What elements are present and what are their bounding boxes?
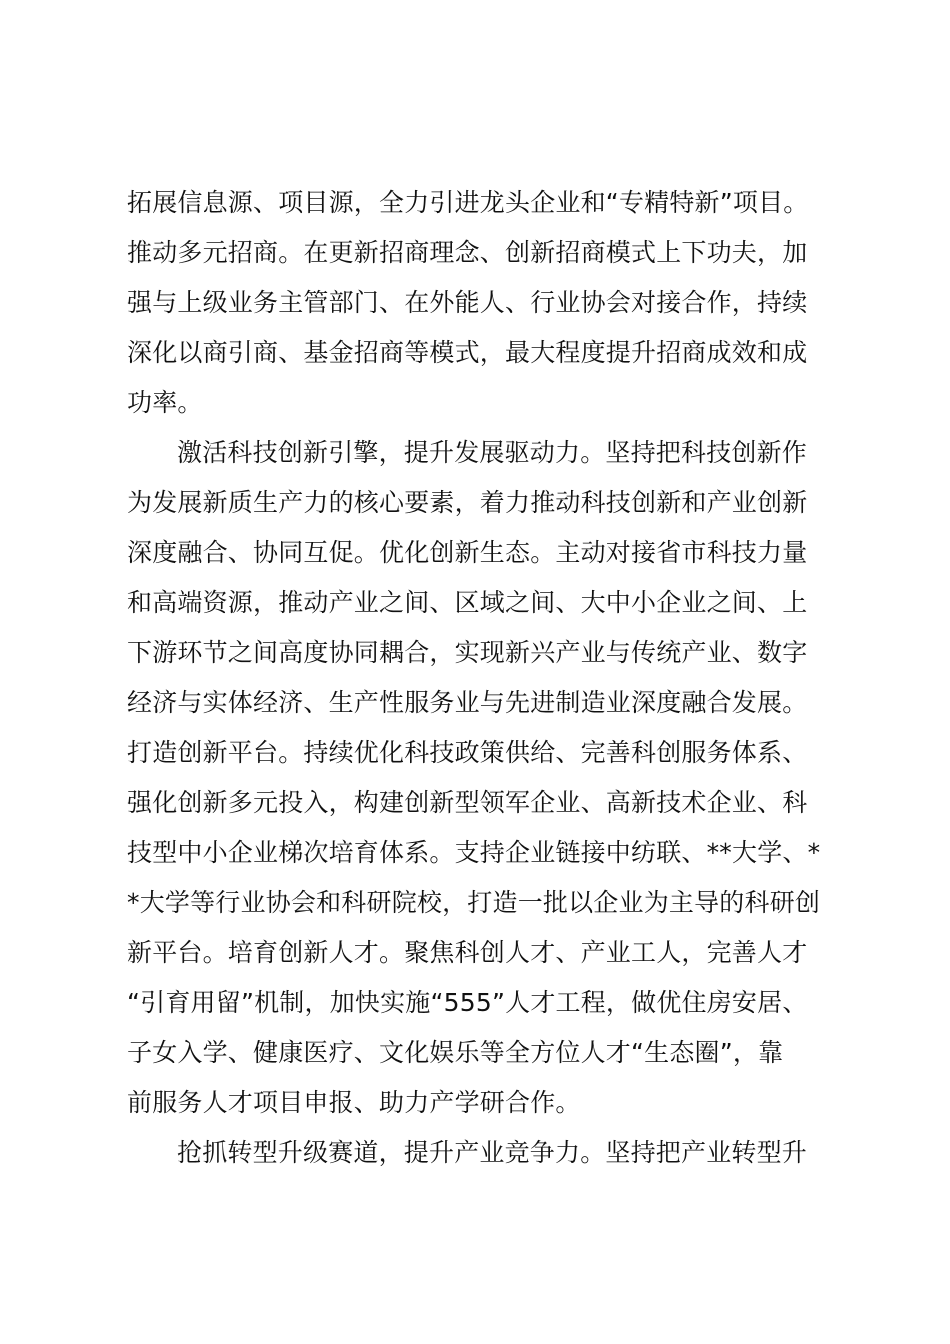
text-line: 功率。 <box>127 388 203 417</box>
text-line: 前服务人才项目申报、助力产学研合作。 <box>127 1088 581 1117</box>
paragraph-start-line: 抢抓转型升级赛道，提升产业竞争力。坚持把产业转型升 <box>177 1138 808 1167</box>
text-line: 下游环节之间高度协同耦合，实现新兴产业与传统产业、数字 <box>127 638 808 667</box>
text-line: *大学等行业协会和科研院校，打造一批以企业为主导的科研创 <box>127 888 821 917</box>
text-line: 为发展新质生产力的核心要素，着力推动科技创新和产业创新 <box>127 488 808 517</box>
text-line: 新平台。培育创新人才。聚焦科创人才、产业工人，完善人才 <box>127 938 808 967</box>
text-line: 和高端资源，推动产业之间、区域之间、大中小企业之间、上 <box>127 588 808 617</box>
text-line: 子女入学、健康医疗、文化娱乐等全方位人才“生态圈”，靠 <box>127 1038 784 1067</box>
body-text <box>127 178 847 1178</box>
text-line: 技型中小企业梯次培育体系。支持企业链接中纺联、**大学、* <box>127 838 821 867</box>
text-line: 拓展信息源、项目源，全力引进龙头企业和“专精特新”项目。 <box>127 188 809 217</box>
text-line: 经济与实体经济、生产性服务业与先进制造业深度融合发展。 <box>127 688 808 717</box>
text-line: 强与上级业务主管部门、在外能人、行业协会对接合作，持续 <box>127 288 808 317</box>
text-line: 打造创新平台。持续优化科技政策供给、完善科创服务体系、 <box>127 738 808 767</box>
text-line: 深化以商引商、基金招商等模式，最大程度提升招商成效和成 <box>127 338 808 367</box>
text-line: 推动多元招商。在更新招商理念、创新招商模式上下功夫，加 <box>127 238 808 267</box>
paragraph-start-line: 激活科技创新引擎，提升发展驱动力。坚持把科技创新作 <box>177 438 808 467</box>
text-line: “引育用留”机制，加快实施“555”人才工程，做优住房安居、 <box>127 988 808 1017</box>
text-line: 强化创新多元投入，构建创新型领军企业、高新技术企业、科 <box>127 788 808 817</box>
text-line: 深度融合、协同互促。优化创新生态。主动对接省市科技力量 <box>127 538 808 567</box>
